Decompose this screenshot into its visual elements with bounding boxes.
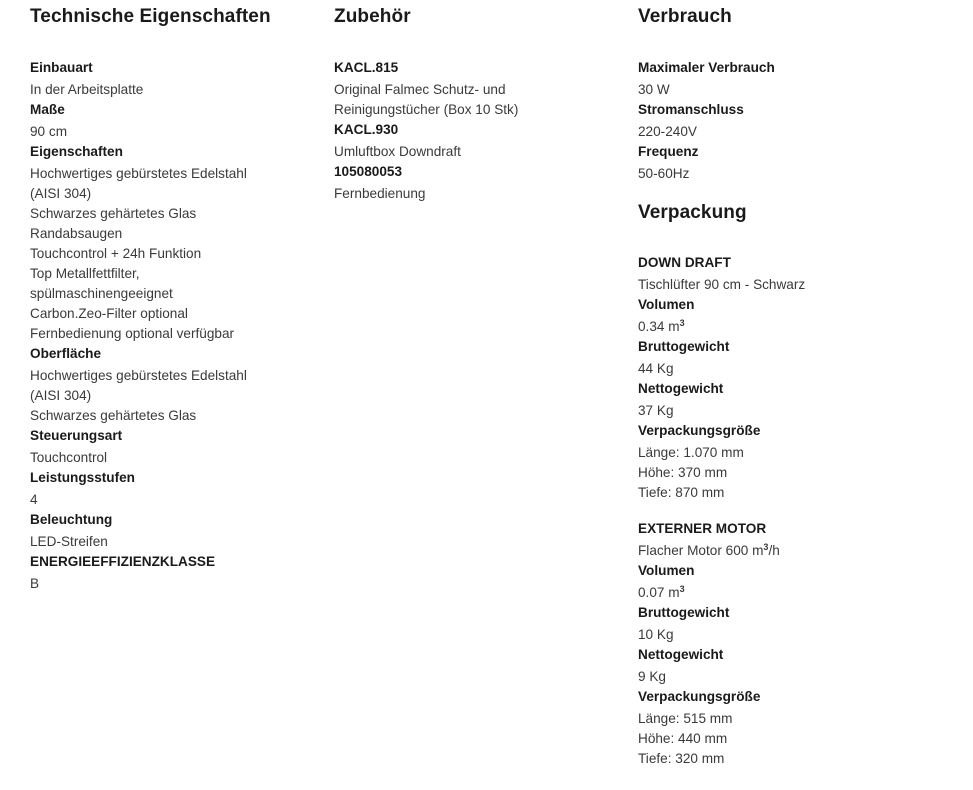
accessory-code: KACL.930: [334, 122, 399, 137]
package-height: Höhe: 440 mm: [638, 731, 728, 746]
spec-value: 50-60Hz: [638, 166, 690, 181]
spec-item-control-type: [30, 426, 320, 468]
net-weight-value: 9 Kg: [638, 669, 666, 684]
package-depth: Tiefe: 870 mm: [638, 485, 725, 500]
product-name: DOWN DRAFT: [638, 255, 731, 270]
spec-value: spülmaschinengeeignet: [30, 286, 173, 301]
net-weight-label: Nettogewicht: [638, 647, 724, 662]
product-description: [638, 541, 958, 561]
technical-properties-heading: Technische Eigenschaften: [30, 6, 271, 27]
spec-label: Frequenz: [638, 144, 699, 159]
consumption-item-max: [638, 58, 958, 100]
accessory-description: Umluftbox Downdraft: [334, 144, 461, 159]
spec-value: Carbon.Zeo-Filter optional: [30, 306, 188, 321]
package-depth: Tiefe: 320 mm: [638, 751, 725, 766]
consumption-heading: Verbrauch: [638, 6, 732, 27]
spec-item-lighting: [30, 510, 320, 552]
volume-value: [638, 583, 958, 603]
gross-weight-label: Bruttogewicht: [638, 339, 730, 354]
volume-label: Volumen: [638, 297, 695, 312]
spec-value: (AISI 304): [30, 388, 92, 403]
accessory-description: Reinigungstücher (Box 10 Stk): [334, 102, 519, 117]
spec-label: ENERGIEEFFIZIENZKLASSE: [30, 554, 216, 569]
spec-value: Schwarzes gehärtetes Glas: [30, 408, 197, 423]
spec-label: Maximaler Verbrauch: [638, 60, 775, 75]
spec-value: 220-240V: [638, 124, 697, 139]
spec-label: Eigenschaften: [30, 144, 123, 159]
volume-value: [638, 317, 958, 337]
package-size-label: Verpackungsgröße: [638, 423, 761, 438]
accessory-description: Original Falmec Schutz- und: [334, 82, 506, 97]
accessory-item: [334, 120, 624, 162]
product-description: Tischlüfter 90 cm - Schwarz: [638, 277, 806, 292]
volume-exponent: 3: [679, 318, 685, 328]
consumption-column: [638, 6, 958, 769]
spec-item-features: [30, 142, 320, 344]
gross-weight-value: 44 Kg: [638, 361, 674, 376]
spec-item-installation: [30, 58, 320, 100]
spec-label: Stromanschluss: [638, 102, 744, 117]
volume-exponent: 3: [679, 584, 685, 594]
spec-value: Hochwertiges gebürstetes Edelstahl: [30, 368, 247, 383]
spec-item-power-levels: [30, 468, 320, 510]
spec-value: Touchcontrol: [30, 450, 108, 465]
spec-value: (AISI 304): [30, 186, 92, 201]
spec-value: Touchcontrol + 24h Funktion: [30, 246, 202, 261]
product-description-text: Flacher Motor 600 m: [638, 543, 764, 558]
spec-value: LED-Streifen: [30, 534, 108, 549]
volume-number: 0.34 m: [638, 319, 680, 334]
accessory-code: 105080053: [334, 164, 403, 179]
spec-label: Steuerungsart: [30, 428, 123, 443]
consumption-item-power-supply: [638, 100, 958, 142]
volume-number: 0.07 m: [638, 585, 680, 600]
spec-value: Top Metallfettfilter,: [30, 266, 140, 281]
spec-item-dimensions: [30, 100, 320, 142]
package-length: Länge: 515 mm: [638, 711, 733, 726]
spec-value: In der Arbeitsplatte: [30, 82, 144, 97]
accessory-code: KACL.815: [334, 60, 399, 75]
spec-item-surface: [30, 344, 320, 426]
accessories-column: [334, 6, 624, 204]
package-size-label: Verpackungsgröße: [638, 689, 761, 704]
product-description-exponent: 3: [763, 542, 769, 552]
product-description-unit: /h: [768, 543, 780, 558]
spec-value: 4: [30, 492, 38, 507]
technical-properties-column: [30, 6, 320, 594]
spec-label: Beleuchtung: [30, 512, 113, 527]
spec-item-energy-class: [30, 552, 320, 594]
gross-weight-value: 10 Kg: [638, 627, 674, 642]
net-weight-label: Nettogewicht: [638, 381, 724, 396]
spec-value: B: [30, 576, 40, 591]
accessory-item: [334, 162, 624, 204]
spec-label: Maße: [30, 102, 65, 117]
spec-label: Oberfläche: [30, 346, 102, 361]
package-length: Länge: 1.070 mm: [638, 445, 744, 460]
packaging-heading: Verpackung: [638, 202, 747, 223]
accessory-item: [334, 58, 624, 120]
packaging-product-downdraft: [638, 253, 958, 503]
spec-label: Leistungsstufen: [30, 470, 135, 485]
product-name: EXTERNER MOTOR: [638, 521, 767, 536]
spec-value: 30 W: [638, 82, 670, 97]
gross-weight-label: Bruttogewicht: [638, 605, 730, 620]
spec-value: Fernbedienung optional verfügbar: [30, 326, 235, 341]
packaging-product-external-motor: [638, 519, 958, 769]
package-height: Höhe: 370 mm: [638, 465, 728, 480]
spec-value: Randabsaugen: [30, 226, 123, 241]
spec-value: 90 cm: [30, 124, 68, 139]
accessories-heading: Zubehör: [334, 6, 411, 27]
spec-value: Schwarzes gehärtetes Glas: [30, 206, 197, 221]
volume-label: Volumen: [638, 563, 695, 578]
accessory-description: Fernbedienung: [334, 186, 426, 201]
spec-value: Hochwertiges gebürstetes Edelstahl: [30, 166, 247, 181]
spec-label: Einbauart: [30, 60, 93, 75]
consumption-item-frequency: [638, 142, 958, 184]
net-weight-value: 37 Kg: [638, 403, 674, 418]
